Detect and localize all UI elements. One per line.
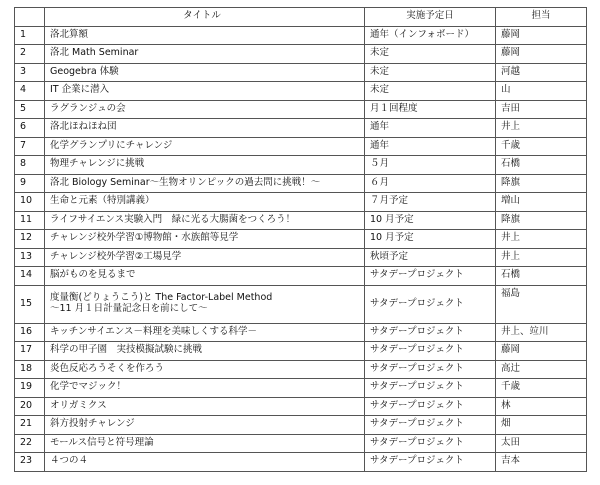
row-person: 井上、竝川 — [496, 323, 587, 342]
row-date: サタデープロジェクト — [365, 267, 496, 286]
row-person: 石橋 — [496, 156, 587, 175]
row-title: 化学グランプリにチャレンジ — [45, 137, 365, 156]
row-title: キッチンサイエンス－料理を美味しくする科学－ — [45, 323, 365, 342]
row-date: ６月 — [365, 174, 496, 193]
table-row — [15, 100, 587, 119]
table-row — [15, 137, 587, 156]
row-person: 増山 — [496, 193, 587, 212]
table-row — [15, 45, 587, 64]
row-title: チャレンジ校外学習②工場見学 — [45, 248, 365, 267]
row-date: サタデープロジェクト — [365, 285, 496, 323]
row-number: 11 — [15, 211, 45, 230]
row-person: 吉本 — [496, 453, 587, 472]
table-row — [15, 379, 587, 398]
row-number: 4 — [15, 82, 45, 101]
row-person: 石橋 — [496, 267, 587, 286]
row-person: 吉田 — [496, 100, 587, 119]
row-number: 13 — [15, 248, 45, 267]
row-person: 福島 — [496, 285, 587, 323]
row-number: 23 — [15, 453, 45, 472]
row-person: 井上 — [496, 248, 587, 267]
row-title: 洛北算額 — [45, 26, 365, 45]
row-date: サタデープロジェクト — [365, 416, 496, 435]
row-title: ４つの４ — [45, 453, 365, 472]
row-title — [45, 285, 365, 323]
row-title: 斜方投射チャレンジ — [45, 416, 365, 435]
row-person: 千歳 — [496, 379, 587, 398]
table-row — [15, 174, 587, 193]
table-body — [15, 26, 587, 471]
header-no — [15, 8, 45, 27]
table-row — [15, 156, 587, 175]
row-date: ５月 — [365, 156, 496, 175]
row-date: サタデープロジェクト — [365, 323, 496, 342]
row-title: 生命と元素（特別講義） — [45, 193, 365, 212]
row-number: 14 — [15, 267, 45, 286]
program-table — [14, 7, 587, 472]
row-title: 化学でマジック！ — [45, 379, 365, 398]
table-row — [15, 119, 587, 138]
table-row — [15, 211, 587, 230]
row-title: 洛北ほねほね団 — [45, 119, 365, 138]
row-person: 藤岡 — [496, 26, 587, 45]
row-person: 畑 — [496, 416, 587, 435]
row-title: Geogebra 体験 — [45, 63, 365, 82]
row-number: 22 — [15, 434, 45, 453]
row-date: サタデープロジェクト — [365, 434, 496, 453]
row-date: 10 月予定 — [365, 211, 496, 230]
row-title: 洛北 Math Seminar — [45, 45, 365, 64]
row-title: オリガミクス — [45, 397, 365, 416]
table-row — [15, 453, 587, 472]
header-person: 担当 — [496, 8, 587, 27]
row-person: 井上 — [496, 230, 587, 249]
row-date: 月１回程度 — [365, 100, 496, 119]
row-number: 6 — [15, 119, 45, 138]
row-date: 秋頃予定 — [365, 248, 496, 267]
table-row — [15, 267, 587, 286]
table-row — [15, 26, 587, 45]
table-row — [15, 230, 587, 249]
row-number: 5 — [15, 100, 45, 119]
row-date: サタデープロジェクト — [365, 453, 496, 472]
row-person: 太田 — [496, 434, 587, 453]
row-number: 9 — [15, 174, 45, 193]
row-title: 洛北 Biology Seminar～生物オリンピックの過去問に挑戦！～ — [45, 174, 365, 193]
row-number: 18 — [15, 360, 45, 379]
table-row — [15, 248, 587, 267]
row-date: サタデープロジェクト — [365, 379, 496, 398]
row-date: 未定 — [365, 45, 496, 64]
header-date: 実施予定日 — [365, 8, 496, 27]
table-row — [15, 416, 587, 435]
table-row — [15, 323, 587, 342]
row-person: 降旗 — [496, 211, 587, 230]
row-title-line1: 度量衡(どりょうこう)と The Factor-Label Method — [50, 292, 273, 304]
row-title: 脳がものを見るまで — [45, 267, 365, 286]
row-date: 通年 — [365, 137, 496, 156]
row-title: ライフサイエンス実験入門 緑に光る大腸菌をつくろう！ — [45, 211, 365, 230]
row-date: 10 月予定 — [365, 230, 496, 249]
row-number: 17 — [15, 342, 45, 361]
table-row — [15, 63, 587, 82]
row-title: モールス信号と符号理論 — [45, 434, 365, 453]
table-row — [15, 82, 587, 101]
row-person: 林 — [496, 397, 587, 416]
row-title: チャレンジ校外学習①博物館・水族館等見学 — [45, 230, 365, 249]
row-number: 1 — [15, 26, 45, 45]
row-person: 高辻 — [496, 360, 587, 379]
row-number: 2 — [15, 45, 45, 64]
row-person: 降旗 — [496, 174, 587, 193]
row-person: 藤岡 — [496, 342, 587, 361]
row-date: 通年（インフォボード） — [365, 26, 496, 45]
row-date: サタデープロジェクト — [365, 397, 496, 416]
row-title: 物理チャレンジに挑戦 — [45, 156, 365, 175]
row-person: 河越 — [496, 63, 587, 82]
program-table-container — [14, 7, 586, 472]
header-title: タイトル — [45, 8, 365, 27]
table-row — [15, 434, 587, 453]
row-title: ラグランジュの会 — [45, 100, 365, 119]
row-date: サタデープロジェクト — [365, 342, 496, 361]
table-header-row — [15, 8, 587, 27]
row-number: 20 — [15, 397, 45, 416]
row-number: 15 — [15, 285, 45, 323]
table-row — [15, 397, 587, 416]
table-row — [15, 285, 587, 323]
row-date: 通年 — [365, 119, 496, 138]
row-number: 10 — [15, 193, 45, 212]
row-number: 12 — [15, 230, 45, 249]
row-date: 未定 — [365, 82, 496, 101]
row-number: 21 — [15, 416, 45, 435]
row-date: サタデープロジェクト — [365, 360, 496, 379]
row-number: 8 — [15, 156, 45, 175]
row-number: 16 — [15, 323, 45, 342]
row-number: 3 — [15, 63, 45, 82]
row-title: 科学の甲子園 実技模擬試験に挑戦 — [45, 342, 365, 361]
row-number: 19 — [15, 379, 45, 398]
row-title: 炎色反応ろうそくを作ろう — [45, 360, 365, 379]
table-row — [15, 360, 587, 379]
row-person: 山 — [496, 82, 587, 101]
table-row — [15, 342, 587, 361]
row-person: 千歳 — [496, 137, 587, 156]
row-date: ７月予定 — [365, 193, 496, 212]
row-date: 未定 — [365, 63, 496, 82]
row-person: 藤岡 — [496, 45, 587, 64]
row-person: 井上 — [496, 119, 587, 138]
row-title: IT 企業に潜入 — [45, 82, 365, 101]
row-title-line2: ～11 月１日計量記念日を前にして～ — [50, 303, 208, 314]
row-number: 7 — [15, 137, 45, 156]
table-row — [15, 193, 587, 212]
